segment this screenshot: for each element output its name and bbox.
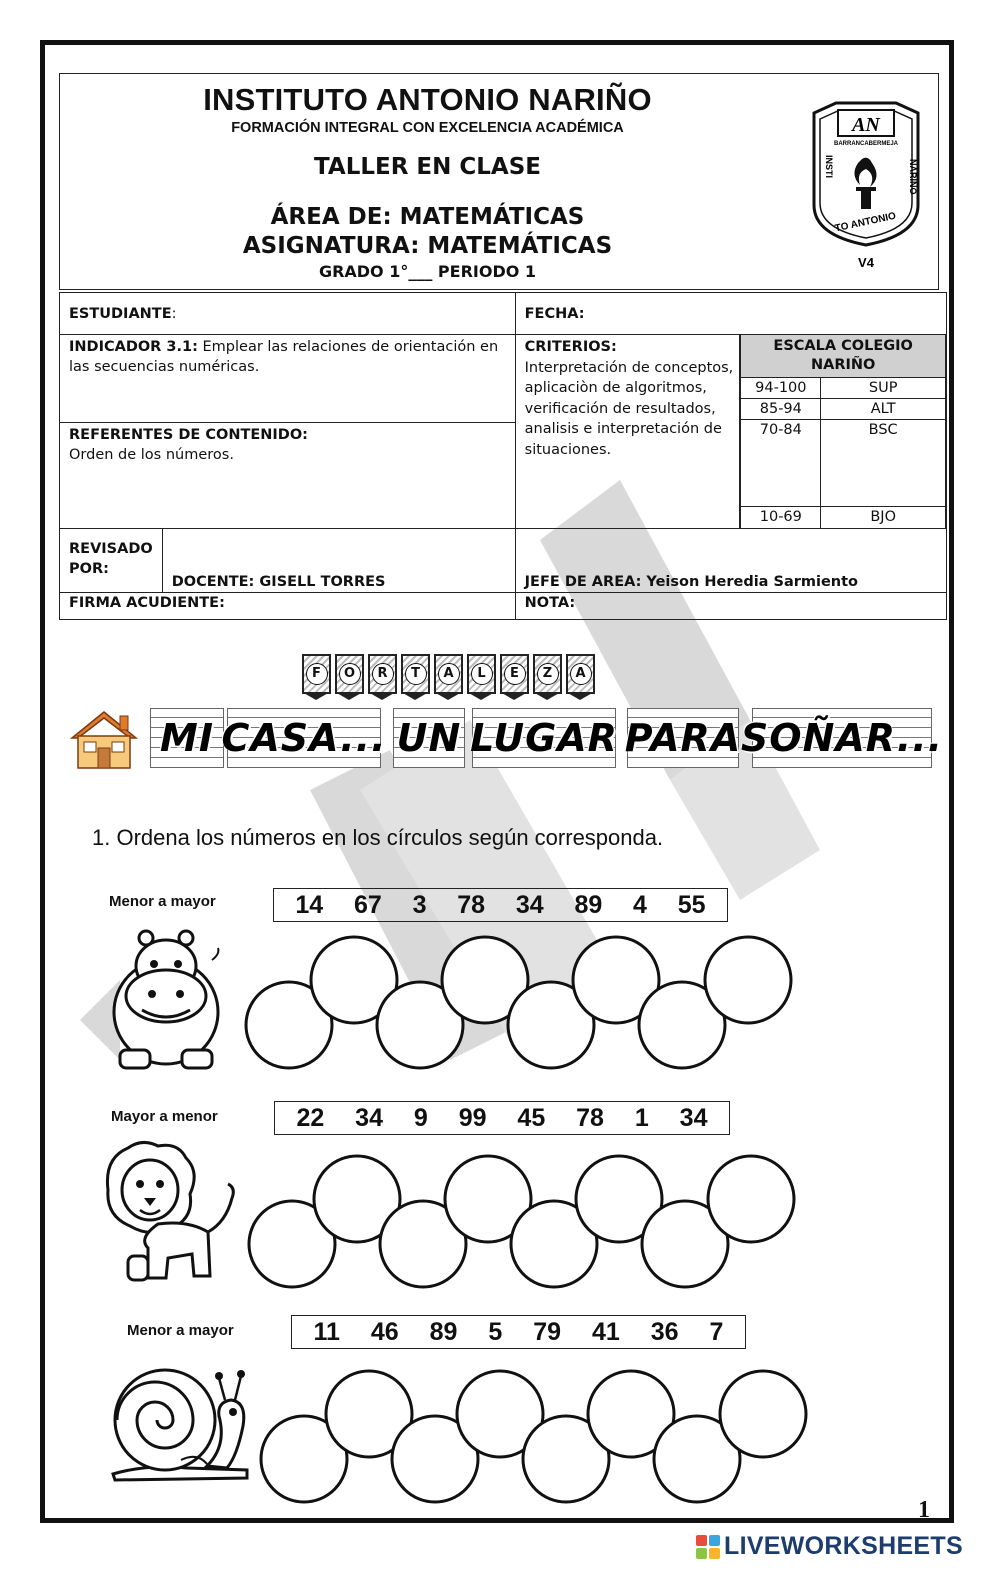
scale-title: ESCALA COLEGIO NARIÑO xyxy=(741,335,946,378)
snail-image xyxy=(107,1356,255,1486)
grade-label: NOTA: xyxy=(524,594,576,611)
banner-letter: O xyxy=(335,654,364,694)
number: 99 xyxy=(458,1103,487,1132)
scale-cell xyxy=(740,335,947,529)
answer-circles xyxy=(255,1362,815,1512)
number: 3 xyxy=(412,890,427,919)
answer-circles xyxy=(240,928,800,1078)
indicator-label: INDICADOR 3.1: xyxy=(69,339,198,355)
info-table xyxy=(59,292,947,620)
number-box xyxy=(291,1315,746,1349)
number: 46 xyxy=(370,1317,399,1346)
number: 79 xyxy=(533,1317,562,1346)
number-box xyxy=(274,1101,730,1135)
number: 78 xyxy=(457,890,486,919)
area-title: ÁREA DE: MATEMÁTICAS xyxy=(270,204,585,230)
svg-text:BARRANCABERMEJA: BARRANCABERMEJA xyxy=(833,141,899,147)
slogan-word: PARA xyxy=(627,708,739,768)
grade-period: GRADO 1°___ PERIODO 1 xyxy=(318,262,537,281)
head-name: JEFE DE AREA: Yeison Heredia Sarmiento xyxy=(524,573,859,590)
referents-section xyxy=(60,423,515,467)
number: 55 xyxy=(677,890,706,919)
liveworksheets-brand[interactable] xyxy=(696,1532,963,1561)
reviewed-label: REVISADO POR: xyxy=(69,540,153,577)
reviewed-cell xyxy=(60,528,163,592)
number: 34 xyxy=(679,1103,708,1132)
scale-range: 94-100 xyxy=(741,378,821,399)
answer-circle[interactable] xyxy=(720,1371,806,1457)
instruction-text: 1. Ordena los números en los círculos según corresponda. xyxy=(92,825,664,850)
subject-title: ASIGNATURA: MATEMÁTICAS xyxy=(242,233,613,259)
number: 89 xyxy=(574,890,603,919)
number: 14 xyxy=(295,890,324,919)
banner-letter: R xyxy=(368,654,397,694)
number: 11 xyxy=(313,1317,340,1346)
indicator-text: Emplear las relaciones de orientación en las secuencias numéricas. xyxy=(69,339,499,375)
slogan-word: MI xyxy=(150,708,224,768)
number: 41 xyxy=(592,1317,620,1346)
number: 1 xyxy=(634,1103,649,1132)
referents-text: Orden de los números. xyxy=(69,447,234,463)
criteria-label: CRITERIOS: xyxy=(524,339,617,355)
number: 7 xyxy=(709,1317,724,1346)
banner-letter: A xyxy=(566,654,595,694)
svg-text:AN: AN xyxy=(852,114,880,136)
exercise-label: Mayor a menor xyxy=(111,1108,218,1125)
banner-letter: E xyxy=(500,654,529,694)
slogan-word: SOÑAR... xyxy=(752,708,932,768)
hippo-image xyxy=(102,924,230,1074)
student-colon: : xyxy=(171,305,177,322)
svg-text:V4: V4 xyxy=(858,255,874,270)
number: 34 xyxy=(355,1103,383,1132)
answer-circles xyxy=(243,1147,803,1297)
number: 4 xyxy=(633,890,647,919)
scale-level: SUP xyxy=(821,378,946,399)
answer-circle[interactable] xyxy=(705,937,791,1023)
scale-range: 10-69 xyxy=(741,507,821,528)
institution-motto: FORMACIÓN INTEGRAL CON EXCELENCIA ACADÉMICA xyxy=(231,120,624,136)
head-cell xyxy=(515,528,946,592)
number: 78 xyxy=(576,1103,604,1132)
liveworksheets-logo-icon xyxy=(696,1535,720,1559)
banner-letter: A xyxy=(434,654,463,694)
date-label: FECHA: xyxy=(524,305,585,322)
slogan-word: CASA... xyxy=(227,708,381,768)
slogan-word: LUGAR xyxy=(472,708,616,768)
teacher-cell xyxy=(162,528,515,592)
banner-letter: F xyxy=(302,654,331,694)
banner-letter: Z xyxy=(533,654,562,694)
number: 45 xyxy=(517,1103,546,1132)
criteria-cell xyxy=(515,335,740,529)
number: 67 xyxy=(353,890,382,919)
svg-text:NARIÑO: NARIÑO xyxy=(908,159,918,195)
scale-range: 85-94 xyxy=(741,399,821,420)
exercise-label: Menor a mayor xyxy=(109,893,216,910)
svg-text:INSTI: INSTI xyxy=(824,155,834,179)
indicator-section xyxy=(60,335,515,423)
number-box xyxy=(273,888,728,922)
worksheet-type: TALLER EN CLASE xyxy=(313,154,542,180)
brand-name: LIVEWORKSHEETS xyxy=(724,1532,963,1560)
svg-text:TO ANTONIO: TO ANTONIO xyxy=(833,210,897,235)
date-cell[interactable] xyxy=(515,293,946,335)
answer-circle[interactable] xyxy=(708,1156,794,1242)
signature-label: FIRMA ACUDIENTE: xyxy=(69,594,225,611)
institution-name: INSTITUTO ANTONIO NARIÑO xyxy=(203,82,652,117)
house-icon xyxy=(68,708,140,770)
banner-letter: L xyxy=(467,654,496,694)
student-label: ESTUDIANTE xyxy=(69,305,172,322)
number: 34 xyxy=(515,890,544,919)
number: 5 xyxy=(488,1317,503,1346)
slogan-word: UN xyxy=(393,708,465,768)
number: 89 xyxy=(429,1317,458,1346)
number: 22 xyxy=(296,1103,325,1132)
student-cell[interactable] xyxy=(60,293,516,335)
scale-level: BSC xyxy=(821,420,946,507)
number: 9 xyxy=(413,1103,428,1132)
criteria-text: Interpretación de conceptos, aplicaciòn de algoritmos, verificación de resultados, analisis e interpretación de situaciones. xyxy=(524,359,734,458)
grading-scale xyxy=(740,335,946,528)
lion-image xyxy=(98,1138,240,1288)
scale-level: ALT xyxy=(821,399,946,420)
fortaleza-banner xyxy=(302,654,595,700)
signature-cell[interactable] xyxy=(60,592,516,619)
exercise-label: Menor a mayor xyxy=(127,1322,234,1339)
grade-cell[interactable] xyxy=(515,592,946,619)
number: 36 xyxy=(650,1317,679,1346)
school-crest-logo xyxy=(806,95,926,273)
scale-level: BJO xyxy=(821,507,946,528)
banner-letter: T xyxy=(401,654,430,694)
page-number: 1 xyxy=(918,1497,930,1523)
teacher-name: DOCENTE: GISELL TORRES xyxy=(171,573,386,590)
referents-label: REFERENTES DE CONTENIDO: xyxy=(69,427,308,443)
scale-range: 70-84 xyxy=(741,420,821,507)
indicator-referents-cell xyxy=(60,335,516,529)
